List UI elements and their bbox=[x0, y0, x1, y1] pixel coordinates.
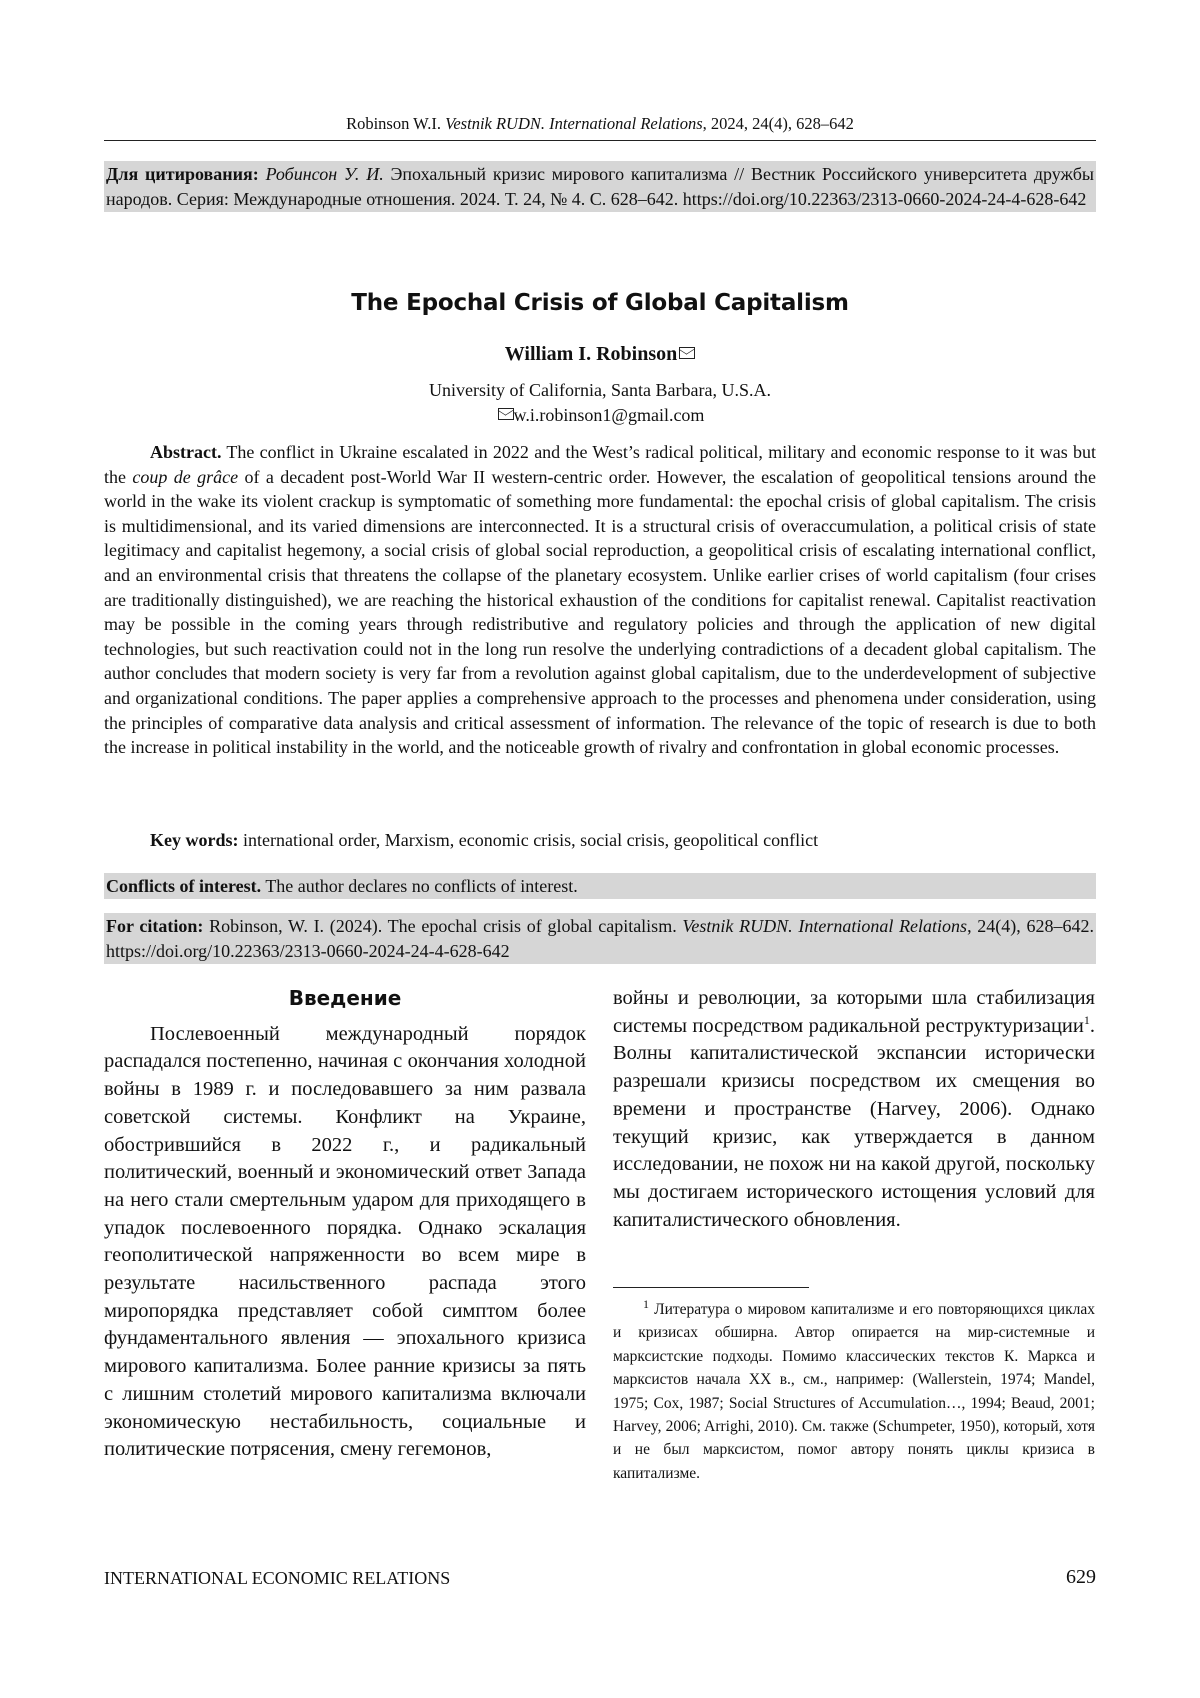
running-head-author: Robinson W.I. bbox=[346, 114, 445, 133]
russian-citation-text: Эпохальный кризис мирового капитализма // Вестник Российского университета дружбы народов. Серия: Международные отношения. 2024. Т. 24, № 4. С. 628–642. https://doi.org/10.22363/2313-0660-2024-24-4-628-642 bbox=[106, 164, 1094, 209]
footnote-text: Литература о мировом капитализме и его повторяющихся циклах и кризисах обширна. Автор опирается на мир-системные и марксистские подходы. Помимо классических текстов К. Маркса и марксистов начала XX в., см., например: (Wallerstein, 1974; Mandel, 1975; Cox, 1987; Social Structures of Accumulation…, 1994; Beaud, 2001; Harvey, 2006; Arrighi, 2010). См. также (Schumpeter, 1950), который, хотя и не был марксистом, помог автору понять циклы кризиса в капитализме. bbox=[613, 1301, 1095, 1482]
footer-section-name: INTERNATIONAL ECONOMIC RELATIONS bbox=[104, 1568, 450, 1589]
journal-page bbox=[0, 0, 1200, 1698]
abstract-label: Abstract. bbox=[150, 442, 221, 462]
citation-label: For citation: bbox=[106, 916, 203, 936]
author-name: William I. Robinson bbox=[505, 343, 677, 365]
body-column-right bbox=[613, 985, 1095, 1234]
envelope-icon bbox=[498, 408, 514, 420]
footnote-mark: 1 bbox=[643, 1297, 649, 1311]
author-line bbox=[104, 343, 1096, 366]
citation-journal: Vestnik RUDN. International Relations bbox=[682, 916, 967, 936]
body-paragraph-continued bbox=[613, 985, 1095, 1234]
conflicts-of-interest bbox=[104, 873, 1096, 899]
author-email-line bbox=[104, 403, 1096, 428]
running-head bbox=[104, 114, 1096, 134]
affiliation-block bbox=[104, 378, 1096, 428]
author-affiliation: University of California, Santa Barbara, U.S.A. bbox=[104, 378, 1096, 403]
running-head-journal: Vestnik RUDN. International Relations bbox=[445, 114, 703, 133]
envelope-icon bbox=[679, 347, 695, 359]
body-text-continued: . Волны капиталистической экспансии исторически разрешали кризисы посредством их смещения во времени и пространстве (Harvey, 2006). Однако текущий кризис, как утверждается в данном исследовании, не похож ни на какой другой, поскольку мы достигаем исторического истощения условий для капиталистического обновления. bbox=[613, 1015, 1095, 1231]
abstract-italic-phrase: coup de grâce bbox=[132, 467, 238, 487]
page-number: 629 bbox=[1066, 1566, 1096, 1589]
citation-text: Robinson, W. I. (2024). The epochal crisis of global capitalism. bbox=[203, 916, 682, 936]
keywords-text: international order, Marxism, economic crisis, social crisis, geopolitical conflict bbox=[239, 830, 819, 850]
body-paragraph: Послевоенный международный порядок распадался постепенно, начиная с окончания холодной войны в 1989 г. и последовавшего за ним развала советской системы. Конфликт на Украине, обострившийся в 2022 г., и радикальный политический, военный и экономический ответ Запада на него стали смертельным ударом для приходящего в упадок послевоенного порядка. Однако эскалация геополитической напряженности во всем мире в результате насильственного распада этого миропорядка представляет собой симптом более фундаментального явления — эпохального кризиса мирового капитализма. Более ранние кризисы за пять с лишним столетий мирового капитализма включали экономическую нестабильность, социальные и политические потрясения, смену гегемонов, bbox=[104, 1021, 586, 1464]
keywords-label: Key words: bbox=[150, 830, 239, 850]
abstract-text-continued: of a decadent post-World War II western-centric order. However, the escalation of geopolitical tensions around the world in the wake its violent crackup is symptomatic of something more fundamental: the epochal crisis of global capitalism. The crisis is multidimensional, and its varied dimensions are interconnected. It is a structural crisis of overaccumulation, a political crisis of state legitimacy and capitalist hegemony, a social crisis of global social reproduction, a geopolitical crisis of escalating international conflict, and an environmental crisis that threatens the collapse of the planetary ecosystem. Unlike earlier crises of world capitalism (four crises are traditionally distinguished), we are reaching the historical exhaustion of the conditions for capitalist renewal. Capitalist reactivation may be possible in the coming years through redistributive and regulatory policies and through the application of new digital technologies, but such reactivation could not in the long run resolve the underlying contradictions of a decadent global capitalism. The author concludes that modern society is very far from a revolution against global capitalism, due to the underdevelopment of subjective and organizational conditions. The paper applies a comprehensive approach to the processes and phenomena under consideration, using the principles of comparative data analysis and critical assessment of information. The relevance of the topic of research is due to both the increase in political instability in the world, and the noticeable growth of rivalry and confrontation in global economic processes. bbox=[104, 467, 1096, 758]
header-rule bbox=[104, 140, 1096, 141]
abstract bbox=[104, 440, 1096, 760]
body-column-left bbox=[104, 985, 586, 1464]
english-citation-block bbox=[104, 913, 1096, 964]
section-heading: Введение bbox=[104, 985, 586, 1013]
body-text: войны и революции, за которыми шла стабилизация системы посредством радикальной реструктуризации bbox=[613, 987, 1095, 1037]
abstract-text: The conflict in Ukraine escalated in 2022 and the West’s radical political, military and economic response to it was but the bbox=[104, 442, 1096, 487]
citation-tail: , 24(4), 628–642. https://doi.org/10.22363/2313-0660-2024-24-4-628-642 bbox=[106, 916, 1094, 961]
footnote bbox=[613, 1298, 1095, 1485]
conflicts-label: Conflicts of interest. bbox=[106, 876, 261, 896]
russian-citation-author: Робинсон У. И. bbox=[266, 164, 384, 184]
footnote-rule bbox=[613, 1287, 809, 1288]
author-email[interactable]: w.i.robinson1@gmail.com bbox=[514, 405, 705, 425]
keywords bbox=[104, 830, 1096, 851]
article-title: The Epochal Crisis of Global Capitalism bbox=[104, 290, 1096, 316]
footnote-reference[interactable]: 1 bbox=[1084, 1013, 1090, 1027]
conflicts-text: The author declares no conflicts of interest. bbox=[261, 876, 578, 896]
russian-citation-label: Для цитирования: bbox=[106, 164, 259, 184]
russian-citation-block bbox=[104, 161, 1096, 212]
running-head-issue: , 2024, 24(4), 628–642 bbox=[703, 114, 854, 133]
